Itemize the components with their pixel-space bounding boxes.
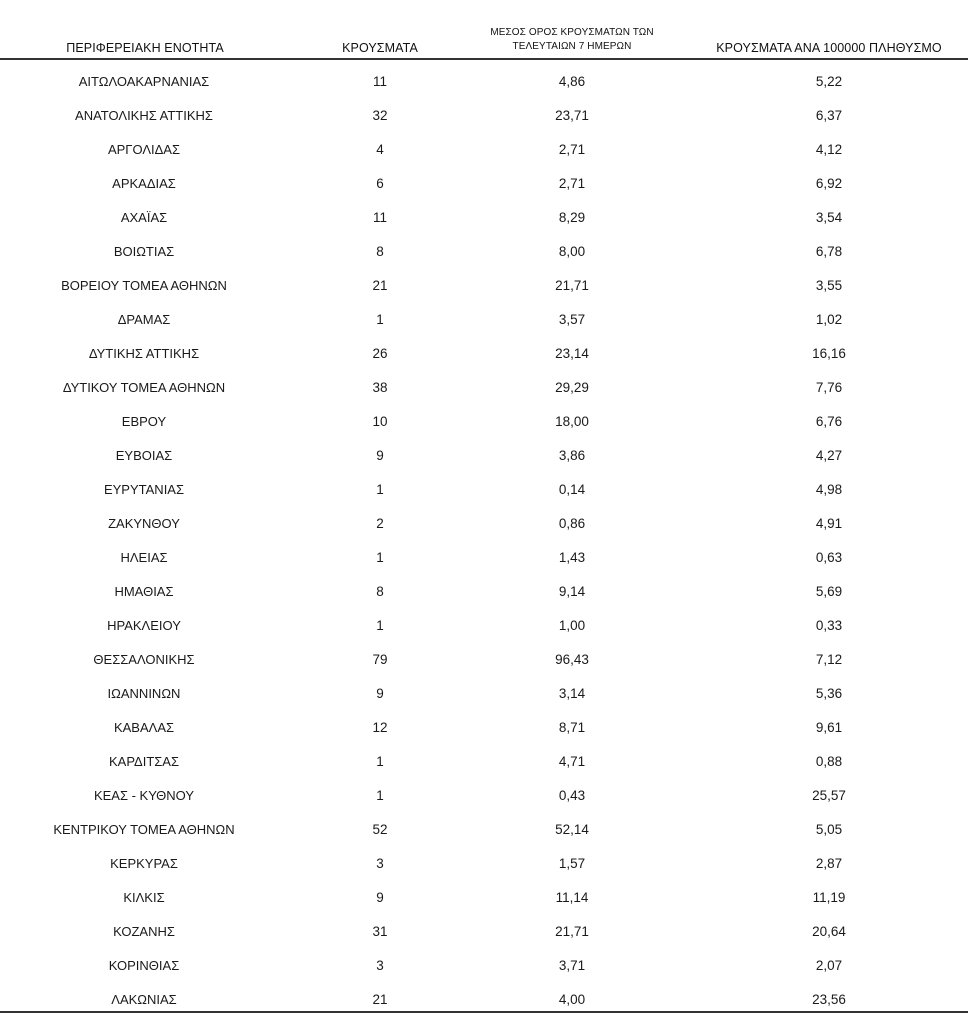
cell-region: ΔΥΤΙΚΟΥ ΤΟΜΕΑ ΑΘΗΝΩΝ — [62, 380, 226, 395]
cell-avg7: 3,86 — [558, 448, 586, 463]
table-row — [0, 474, 968, 508]
cell-per100k: 7,12 — [815, 652, 843, 667]
table-row — [0, 168, 968, 202]
cell-region: ΚΙΛΚΙΣ — [123, 890, 165, 905]
cell-per100k: 11,19 — [812, 890, 846, 905]
cell-avg7: 4,00 — [558, 992, 586, 1007]
cell-avg7: 0,43 — [558, 788, 586, 803]
cell-region: ΖΑΚΥΝΘΟΥ — [108, 516, 180, 531]
cell-region: ΑΧΑΪΑΣ — [120, 210, 168, 225]
table-body — [0, 66, 968, 1011]
cell-region: ΒΟΡΕΙΟΥ ΤΟΜΕΑ ΑΘΗΝΩΝ — [61, 278, 227, 293]
cell-cases: 1 — [376, 788, 384, 803]
cell-cases: 8 — [376, 584, 384, 599]
cell-avg7: 23,14 — [555, 346, 589, 361]
table-row — [0, 542, 968, 576]
cell-cases: 11 — [372, 210, 387, 225]
cell-avg7: 9,14 — [558, 584, 586, 599]
cell-per100k: 2,87 — [815, 856, 843, 871]
header-cases: ΚΡΟΥΣΜΑΤΑ — [342, 41, 418, 55]
cell-cases: 11 — [372, 74, 387, 89]
cell-region: ΗΜΑΘΙΑΣ — [114, 584, 174, 599]
cell-region: ΚΕΡΚΥΡΑΣ — [110, 856, 178, 871]
cell-per100k: 6,76 — [815, 414, 843, 429]
cell-per100k: 0,88 — [815, 754, 843, 769]
table-row — [0, 950, 968, 984]
cell-cases: 8 — [376, 244, 384, 259]
cell-per100k: 25,57 — [812, 788, 846, 803]
cell-cases: 32 — [372, 108, 388, 123]
cell-cases: 3 — [376, 958, 384, 973]
cell-cases: 12 — [372, 720, 388, 735]
table-row — [0, 746, 968, 780]
cell-avg7: 18,00 — [555, 414, 589, 429]
cell-per100k: 6,78 — [815, 244, 843, 259]
cell-per100k: 16,16 — [812, 346, 846, 361]
cell-region: ΕΒΡΟΥ — [121, 414, 167, 429]
cell-region: ΑΡΚΑΔΙΑΣ — [112, 176, 176, 191]
cell-region: ΚΕΝΤΡΙΚΟΥ ΤΟΜΕΑ ΑΘΗΝΩΝ — [53, 822, 235, 837]
cell-per100k: 6,92 — [815, 176, 843, 191]
cell-per100k: 23,56 — [812, 992, 846, 1007]
cell-per100k: 5,05 — [815, 822, 843, 837]
cell-cases: 1 — [376, 550, 384, 565]
table-row — [0, 610, 968, 644]
table-row — [0, 202, 968, 236]
cell-avg7: 4,86 — [558, 74, 586, 89]
table-row — [0, 712, 968, 746]
cell-avg7: 3,57 — [558, 312, 586, 327]
cell-per100k: 4,98 — [815, 482, 843, 497]
header-per100k: ΚΡΟΥΣΜΑΤΑ ΑΝΑ 100000 ΠΛΗΘΥΣΜΟ — [716, 41, 942, 55]
table-row — [0, 644, 968, 678]
cell-avg7: 8,71 — [558, 720, 586, 735]
cell-avg7: 23,71 — [555, 108, 589, 123]
cell-region: ΔΡΑΜΑΣ — [117, 312, 171, 327]
cell-cases: 21 — [372, 278, 388, 293]
cell-avg7: 2,71 — [558, 176, 586, 191]
cell-avg7: 1,00 — [558, 618, 586, 633]
cell-cases: 26 — [372, 346, 388, 361]
cell-avg7: 11,14 — [555, 890, 589, 905]
cell-cases: 3 — [376, 856, 384, 871]
cell-per100k: 0,63 — [815, 550, 843, 565]
cell-avg7: 1,43 — [558, 550, 586, 565]
table-row — [0, 406, 968, 440]
cell-per100k: 4,27 — [815, 448, 843, 463]
cell-avg7: 52,14 — [555, 822, 589, 837]
cell-region: ΚΕΑΣ - ΚΥΘΝΟΥ — [93, 788, 195, 803]
cell-avg7: 1,57 — [558, 856, 586, 871]
cell-cases: 4 — [376, 142, 384, 157]
cell-region: ΗΛΕΙΑΣ — [120, 550, 168, 565]
cell-cases: 31 — [372, 924, 388, 939]
table-row — [0, 848, 968, 882]
cell-avg7: 96,43 — [555, 652, 589, 667]
table-row — [0, 100, 968, 134]
table-row — [0, 66, 968, 100]
cell-per100k: 4,91 — [815, 516, 843, 531]
cell-avg7: 0,14 — [558, 482, 586, 497]
cell-avg7: 29,29 — [555, 380, 589, 395]
cell-cases: 21 — [372, 992, 388, 1007]
cell-avg7: 21,71 — [555, 924, 589, 939]
cell-cases: 52 — [372, 822, 388, 837]
cell-region: ΙΩΑΝΝΙΝΩΝ — [107, 686, 181, 701]
cell-per100k: 7,76 — [815, 380, 843, 395]
cell-cases: 10 — [372, 414, 388, 429]
cell-region: ΚΑΡΔΙΤΣΑΣ — [108, 754, 180, 769]
header-avg7 — [455, 26, 689, 54]
cell-region: ΚΑΒΑΛΑΣ — [113, 720, 175, 735]
cell-per100k: 6,37 — [815, 108, 843, 123]
cell-per100k: 5,36 — [815, 686, 843, 701]
table-row — [0, 134, 968, 168]
cell-avg7: 21,71 — [555, 278, 589, 293]
cell-region: ΘΕΣΣΑΛΟΝΙΚΗΣ — [93, 652, 195, 667]
cell-cases: 79 — [372, 652, 388, 667]
cell-region: ΕΥΒΟΙΑΣ — [115, 448, 173, 463]
cell-avg7: 0,86 — [558, 516, 586, 531]
cell-cases: 9 — [376, 448, 384, 463]
cell-cases: 6 — [376, 176, 384, 191]
cell-region: ΛΑΚΩΝΙΑΣ — [111, 992, 177, 1007]
table-row — [0, 780, 968, 814]
cell-region: ΑΝΑΤΟΛΙΚΗΣ ΑΤΤΙΚΗΣ — [75, 108, 213, 123]
table-row — [0, 236, 968, 270]
cell-per100k: 20,64 — [812, 924, 846, 939]
cell-region: ΚΟΡΙΝΘΙΑΣ — [108, 958, 180, 973]
table-row — [0, 882, 968, 916]
cell-per100k: 1,02 — [815, 312, 843, 327]
table-header — [0, 0, 968, 58]
cell-cases: 1 — [376, 312, 384, 327]
cell-cases: 38 — [372, 380, 388, 395]
cell-avg7: 8,00 — [558, 244, 586, 259]
cell-per100k: 2,07 — [815, 958, 843, 973]
cell-per100k: 9,61 — [815, 720, 843, 735]
table-row — [0, 304, 968, 338]
cell-region: ΚΟΖΑΝΗΣ — [113, 924, 175, 939]
cell-per100k: 3,54 — [815, 210, 843, 225]
table-row — [0, 508, 968, 542]
header-region: ΠΕΡΙΦΕΡΕΙΑΚΗ ΕΝΟΤΗΤΑ — [66, 41, 224, 55]
table-row — [0, 440, 968, 474]
cell-per100k: 5,69 — [815, 584, 843, 599]
cell-cases: 1 — [376, 618, 384, 633]
cell-cases: 1 — [376, 482, 384, 497]
cell-per100k: 3,55 — [815, 278, 843, 293]
cell-avg7: 3,71 — [558, 958, 586, 973]
table-row — [0, 814, 968, 848]
cell-cases: 2 — [376, 516, 384, 531]
table-row — [0, 338, 968, 372]
table-row — [0, 576, 968, 610]
table-row — [0, 678, 968, 712]
cell-region: ΒΟΙΩΤΙΑΣ — [113, 244, 175, 259]
header-avg7-line2: ΤΕΛΕΥΤΑΙΩΝ 7 ΗΜΕΡΩΝ — [512, 41, 632, 52]
table-row — [0, 916, 968, 950]
cell-region: ΔΥΤΙΚΗΣ ΑΤΤΙΚΗΣ — [88, 346, 200, 361]
cell-avg7: 2,71 — [558, 142, 586, 157]
table-row — [0, 984, 968, 1011]
header-divider — [0, 58, 968, 60]
cell-avg7: 8,29 — [558, 210, 586, 225]
cell-region: ΑΡΓΟΛΙΔΑΣ — [107, 142, 181, 157]
table-row — [0, 372, 968, 406]
cell-per100k: 5,22 — [815, 74, 843, 89]
cell-region: ΕΥΡΥΤΑΝΙΑΣ — [103, 482, 185, 497]
cell-cases: 1 — [376, 754, 384, 769]
cell-avg7: 3,14 — [558, 686, 586, 701]
cell-cases: 9 — [376, 890, 384, 905]
cell-per100k: 0,33 — [815, 618, 843, 633]
cell-per100k: 4,12 — [815, 142, 843, 157]
cell-cases: 9 — [376, 686, 384, 701]
cell-region: ΗΡΑΚΛΕΙΟΥ — [107, 618, 181, 633]
header-avg7-line1: ΜΕΣΟΣ ΟΡΟΣ ΚΡΟΥΣΜΑΤΩΝ ΤΩΝ — [490, 27, 654, 38]
cell-avg7: 4,71 — [558, 754, 586, 769]
bottom-divider — [0, 1011, 968, 1013]
cell-region: ΑΙΤΩΛΟΑΚΑΡΝΑΝΙΑΣ — [78, 74, 210, 89]
table-row — [0, 270, 968, 304]
